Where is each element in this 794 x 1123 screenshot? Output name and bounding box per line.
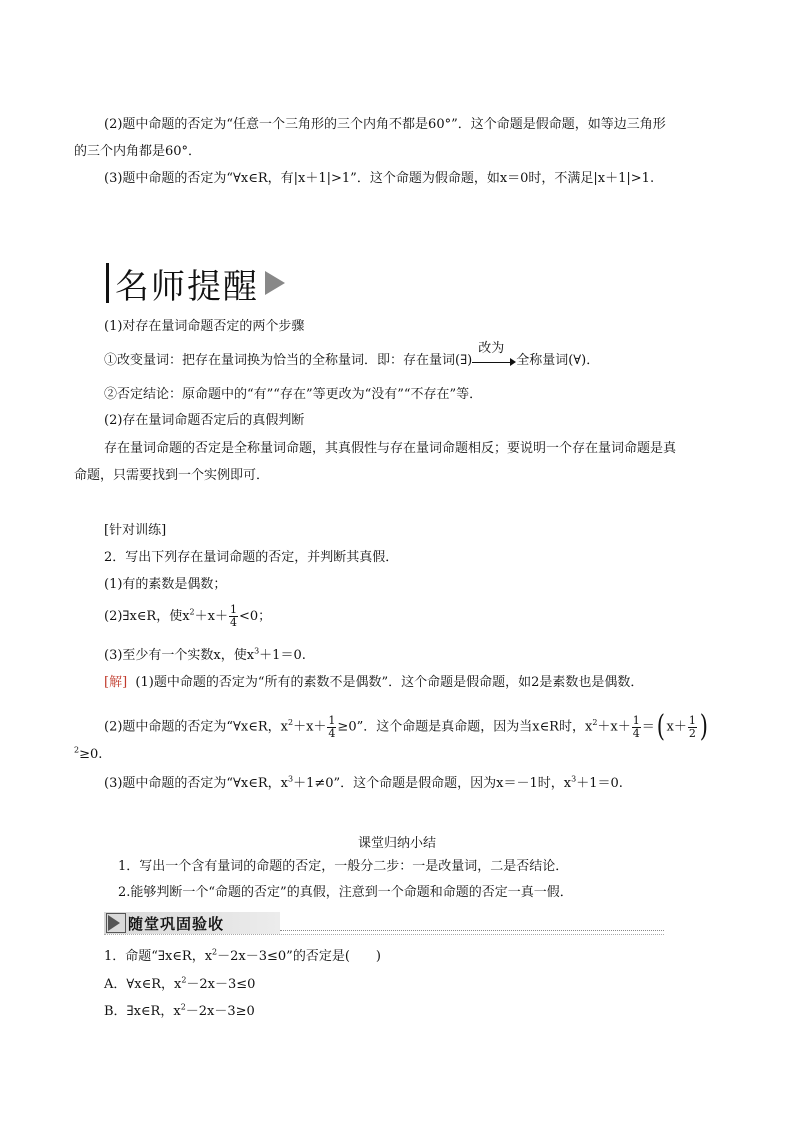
mingshi-step-1 — [104, 341, 600, 370]
summary-line-2: 2.能够判断一个“命题的否定”的真假，注意到一个命题和命题的否定一真一假． — [118, 885, 573, 900]
exponent: 3 — [254, 646, 260, 656]
item-3-text-b: ＋1＝0. — [259, 648, 306, 663]
training-item-1: (1)有的素数是偶数； — [104, 577, 227, 592]
solution-2-text-d: ＋x＋ — [597, 719, 631, 735]
suitang-title: 随堂巩固验收 — [128, 915, 225, 933]
mingshi-header — [106, 262, 285, 307]
solution-1 — [104, 674, 643, 692]
arrow-icon — [472, 341, 516, 370]
mingshi-title: 名师提醒 — [115, 266, 259, 307]
solution-2-text-g: ≥0. — [79, 747, 103, 762]
solution-2-text-e: ＝ — [641, 719, 655, 735]
answer-2-line-1: (2)题中命题的否定为“任意一个三角形的三个内角不都是60°”．这个命题是假命题，如等边三角形 — [104, 117, 666, 132]
step-1-text: ①改变量词：把存在量词换为恰当的全称量词．即：存在量词(∃) — [104, 353, 473, 368]
quiz-text-b: －2x－3≤0”的否定是( ) — [217, 949, 381, 964]
solution-2-continued — [74, 746, 102, 764]
fraction-one-quarter: $\frac{1}{4}$ — [328, 713, 336, 740]
option-a-text-a: A．∀x∈R，x — [104, 977, 182, 992]
item-2-text-c: <0； — [238, 609, 272, 624]
header-bar — [106, 263, 109, 303]
exponent: 2 — [181, 975, 187, 985]
quiz-question-1 — [104, 948, 381, 966]
solution-tag: [解] — [104, 675, 128, 690]
exponent: 2 — [189, 607, 195, 617]
solution-3-text-c: ＋1＝0. — [576, 776, 623, 791]
solution-3 — [104, 775, 623, 793]
quiz-option-a — [104, 976, 255, 994]
exponent: 2 — [212, 947, 218, 957]
fraction-one-quarter: $\frac{1}{4}$ — [632, 713, 640, 740]
solution-1-text: (1)题中命题的否定为“所有的素数不是偶数”．这个命题是假命题，如2是素数也是偶数． — [135, 675, 644, 690]
training-question: 2．写出下列存在量词命题的否定，并判断其真假． — [104, 550, 399, 565]
exponent: 3 — [571, 774, 577, 784]
fraction-one-quarter: $\frac{1}{4}$ — [229, 603, 237, 629]
solution-3-text-b: ＋1≠0”．这个命题是假命题，因为x＝－1时，x — [293, 776, 572, 791]
exponent: 2 — [287, 718, 294, 728]
mingshi-truth-line-1: 存在量词命题的否定是全称量词命题，其真假性与存在量词命题相反；要说明一个存在量词命题是真 — [104, 441, 677, 456]
option-b-text-a: B．∃x∈R，x — [104, 1004, 181, 1019]
exponent: 3 — [287, 774, 294, 784]
training-item-2 — [104, 604, 271, 629]
quiz-option-b — [104, 1003, 255, 1021]
solution-3-text-a: (3)题中命题的否定为“∀x∈R，x — [104, 776, 288, 791]
answer-2-line-2: 的三个内角都是60°． — [74, 144, 202, 159]
summary-title: 课堂归纳小结 — [357, 836, 436, 851]
mingshi-truth-line-2: 命题，只需要找到一个实例即可． — [74, 468, 270, 483]
right-paren: ) — [699, 709, 708, 744]
exponent: 2 — [74, 745, 80, 755]
fraction-one-half: $\frac{1}{2}$ — [688, 713, 696, 740]
suitang-header — [104, 912, 664, 934]
left-paren: ( — [656, 709, 665, 744]
solution-2-text-c: ≥0”．这个命题是真命题，因为当x∈R时，x — [337, 719, 593, 735]
solution-2-text-a: (2)题中命题的否定为“∀x∈R，x — [104, 719, 288, 735]
dotted-divider — [104, 934, 664, 935]
option-b-text-b: －2x－3≥0 — [185, 1004, 255, 1019]
solution-2-text-b: ＋x＋ — [293, 719, 327, 735]
solution-2-text-f: x＋ — [666, 719, 687, 735]
play-triangle-icon — [108, 915, 120, 931]
play-triangle-icon — [265, 271, 285, 295]
mingshi-truth-title: (2)存在量词命题否定后的真假判断 — [104, 413, 305, 428]
training-item-3 — [104, 647, 306, 665]
item-3-text-a: (3)至少有一个实数x，使x — [104, 648, 255, 663]
answer-3-line: (3)题中命题的否定为“∀x∈R，有|x＋1|>1”．这个命题为假命题，如x＝0时，不满足|x＋1|>1. — [104, 171, 655, 186]
option-a-text-b: －2x－3≤0 — [186, 977, 256, 992]
item-2-text-a: (2)∃x∈R，使x — [104, 609, 190, 624]
dotted-divider — [280, 930, 664, 931]
mingshi-step-title: (1)对存在量词命题否定的两个步骤 — [104, 319, 305, 334]
solution-2 — [104, 709, 710, 744]
exponent: 2 — [592, 718, 598, 728]
training-tag: [针对训练] — [104, 523, 167, 538]
mingshi-step-2: ②否定结论：原命题中的“有”“存在”等更改为“没有”“不存在”等． — [104, 387, 483, 402]
quiz-text-a: 1．命题“∃x∈R，x — [104, 949, 213, 964]
exponent: 2 — [180, 1002, 186, 1012]
item-2-text-b: ＋x＋ — [194, 609, 228, 624]
arrow-label: 改为 — [478, 341, 505, 356]
step-1-text-end: 全称量词(∀)． — [516, 353, 600, 368]
summary-line-1: 1．写出一个含有量词的命题的否定，一般分二步：一是改量词，二是否结论． — [118, 859, 569, 874]
